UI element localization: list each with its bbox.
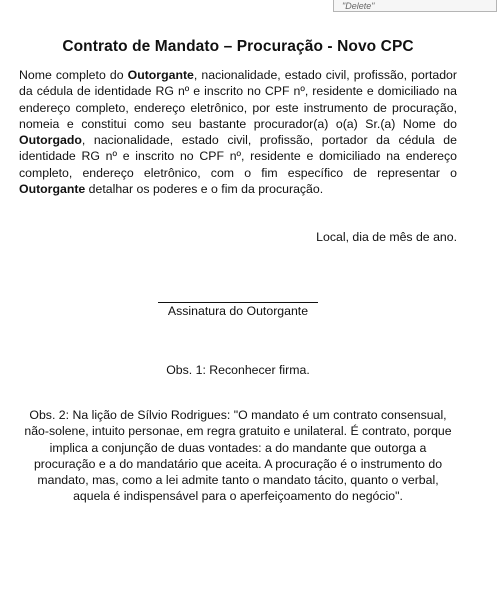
- signature-line: [158, 302, 318, 303]
- paragraph-text-1: Nome completo do: [19, 68, 128, 82]
- document-title: Contrato de Mandato – Procuração - Novo CPC: [62, 38, 414, 55]
- paragraph-text-2: , nacionalidade, estado civil, profissão, portador da cédula de identidade RG nº e inscrito no CPF nº, residente e domiciliado na endereço completo, endereço eletrônico, por este instrumento de procuração, nomeia e constitui como seu bastante procurador(a) o(a) Sr.(a) Nome do: [19, 68, 457, 131]
- observation-1: Obs. 1: Reconhecer firma.: [166, 363, 310, 377]
- paragraph-text-4: detalhar os poderes e o fim da procuração.: [85, 182, 324, 197]
- delete-label: "Delete": [342, 1, 375, 11]
- signature-label: Assinatura do Outorgante: [167, 304, 309, 318]
- contract-paragraph: [19, 67, 457, 197]
- paragraph-text-3: , nacionalidade, estado civil, profissão, portador da cédula de identidade RG nº e inscrito no CPF nº, residente e domiciliado na endereço completo, endereço eletrônico, com o fim específico de representar o: [19, 133, 457, 180]
- local-date: Local, dia de mês de ano.: [316, 230, 457, 244]
- outorgado-bold: Outorgado: [19, 133, 82, 148]
- outorgante-bold-2: Outorgante: [19, 182, 86, 197]
- outorgante-bold-1: Outorgante: [127, 68, 194, 82]
- delete-button[interactable]: [333, 0, 497, 12]
- observation-2: Obs. 2: Na lição de Sílvio Rodrigues: "O mandato é um contrato consensual, não-solene, intuito personae, em regra gratuito e unilateral. É contrato, porque implica a conjunção de duas vontades: a do mandante que outorga a procuração e a do mandatário que aceita. A procuração é o instrumento do mandato, mas, como a lei admite tanto o mandato tácito, quanto o verbal, aquela é indispensável para o aperfeiçoamento do negócio".: [24, 408, 452, 504]
